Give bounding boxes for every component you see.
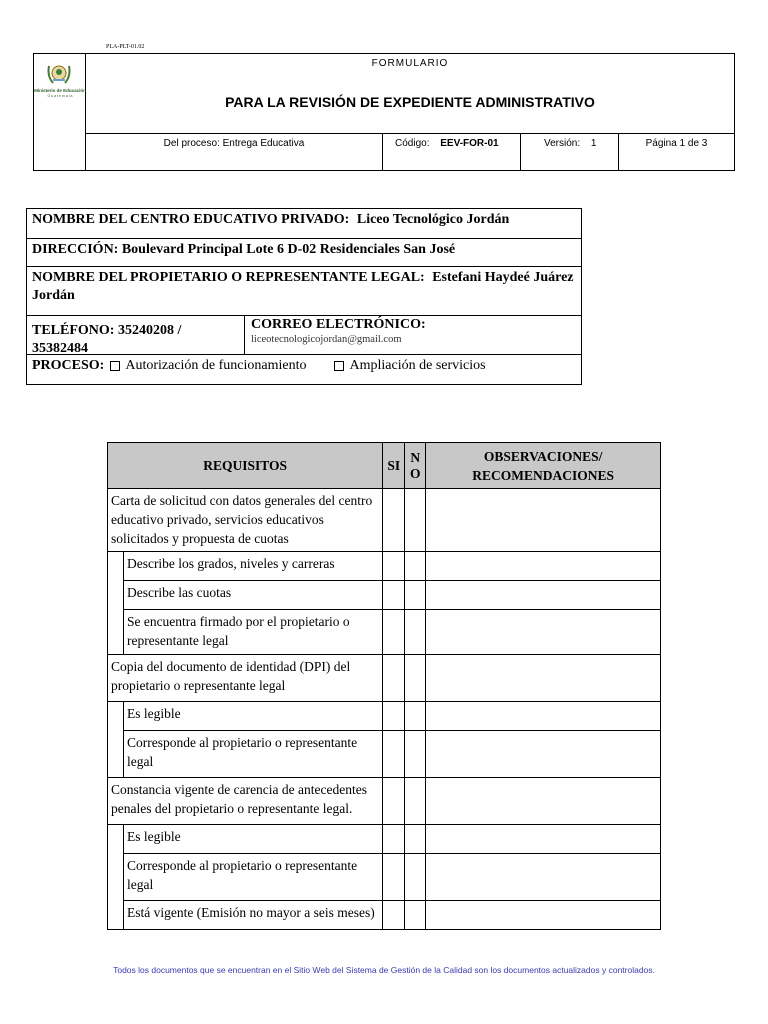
- table-row: [108, 655, 661, 702]
- process-row: [27, 355, 581, 384]
- address-row: [27, 239, 581, 267]
- form-label: FORMULARIO: [371, 58, 449, 69]
- document-code: PLA-PLT-01.02: [106, 44, 145, 50]
- no-cell[interactable]: [405, 610, 426, 655]
- table-row: [108, 610, 661, 655]
- requirement-text: Describe las cuotas: [123, 581, 382, 610]
- requirement-text: Es legible: [123, 825, 382, 854]
- requirement-text: Corresponde al propietario o representante legal: [123, 854, 382, 901]
- col-si: SI: [383, 443, 405, 489]
- address-value: Boulevard Principal Lote 6 D-02 Residenciales San José: [121, 242, 456, 257]
- header-title-area: [86, 54, 734, 134]
- si-cell[interactable]: [383, 655, 405, 702]
- footer-note: Todos los documentos que se encuentran en el Sitio Web del Sistema de Gestión de la Calidad son los documentos actualizados y controlados.: [113, 965, 655, 975]
- page-cell: [619, 134, 734, 170]
- option2-label: Ampliación de servicios: [349, 358, 486, 373]
- table-row: [108, 552, 661, 581]
- email-label: CORREO ELECTRÓNICO:: [251, 317, 426, 332]
- no-cell[interactable]: [405, 581, 426, 610]
- indent-cell: [108, 581, 124, 610]
- requirement-text: Está vigente (Emisión no mayor a seis meses): [123, 901, 382, 930]
- contact-row: [27, 316, 581, 355]
- observations-cell[interactable]: [426, 731, 661, 778]
- email-value: liceotecnologicojordan@gmail.com: [251, 334, 402, 345]
- requirement-text: Es legible: [123, 702, 382, 731]
- no-cell[interactable]: [405, 731, 426, 778]
- school-name-row: [27, 209, 581, 239]
- process-text: Del proceso: Entrega Educativa: [163, 138, 305, 149]
- header-meta-row: [86, 134, 734, 170]
- process-cell: [86, 134, 383, 170]
- observations-cell[interactable]: [426, 825, 661, 854]
- requirement-text: Corresponde al propietario o representante legal: [123, 731, 382, 778]
- observations-cell[interactable]: [426, 552, 661, 581]
- form-title: PARA LA REVISIÓN DE EXPEDIENTE ADMINISTRATIVO: [225, 94, 595, 110]
- observations-cell[interactable]: [426, 702, 661, 731]
- version-label: Versión:: [544, 138, 581, 149]
- page-number: Página 1 de 3: [645, 138, 708, 149]
- table-header-row: [108, 443, 661, 489]
- indent-cell: [108, 825, 124, 854]
- observations-cell[interactable]: [426, 610, 661, 655]
- requirement-text: Describe los grados, niveles y carreras: [123, 552, 382, 581]
- code-label: Código:: [395, 138, 430, 149]
- table-row: [108, 854, 661, 901]
- indent-cell: [108, 702, 124, 731]
- option1-label: Autorización de funcionamiento: [125, 358, 307, 373]
- form-header: [33, 53, 735, 171]
- table-row: [108, 825, 661, 854]
- si-cell[interactable]: [383, 552, 405, 581]
- observations-cell[interactable]: [426, 778, 661, 825]
- no-cell[interactable]: [405, 778, 426, 825]
- no-cell[interactable]: [405, 702, 426, 731]
- table-row: [108, 901, 661, 930]
- version-cell: [521, 134, 619, 170]
- school-info-table: [26, 208, 582, 385]
- table-row: [108, 702, 661, 731]
- requirement-text: Se encuentra firmado por el propietario o representante legal: [123, 610, 382, 655]
- logo-text: Ministerio de Educación: [34, 88, 86, 93]
- si-cell[interactable]: [383, 731, 405, 778]
- option1-checkbox[interactable]: [110, 361, 120, 371]
- indent-cell: [108, 610, 124, 655]
- process-label: PROCESO:: [32, 358, 105, 373]
- school-label: NOMBRE DEL CENTRO EDUCATIVO PRIVADO:: [32, 212, 350, 227]
- indent-cell: [108, 731, 124, 778]
- code-cell: [383, 134, 521, 170]
- si-cell[interactable]: [383, 581, 405, 610]
- coat-of-arms-icon: [44, 58, 74, 88]
- school-value: Liceo Tecnológico Jordán: [356, 212, 510, 227]
- no-cell[interactable]: [405, 655, 426, 702]
- phone-cell: [27, 316, 245, 354]
- email-cell: [245, 316, 581, 354]
- si-cell[interactable]: [383, 778, 405, 825]
- si-cell[interactable]: [383, 702, 405, 731]
- observations-cell[interactable]: [426, 489, 661, 552]
- si-cell[interactable]: [383, 901, 405, 930]
- si-cell[interactable]: [383, 489, 405, 552]
- option2-checkbox[interactable]: [334, 361, 344, 371]
- table-row: [108, 731, 661, 778]
- col-no: N O: [405, 443, 426, 489]
- indent-cell: [108, 854, 124, 901]
- no-cell[interactable]: [405, 825, 426, 854]
- observations-cell[interactable]: [426, 854, 661, 901]
- owner-label: NOMBRE DEL PROPIETARIO O REPRESENTANTE LEGAL:: [32, 270, 425, 285]
- logo-cell: [34, 54, 86, 170]
- requirement-text: Copia del documento de identidad (DPI) del propietario o representante legal: [108, 655, 383, 702]
- phone-label: TELÉFONO:: [32, 323, 115, 338]
- logo-subtext: G u a t e m a l a: [47, 94, 73, 98]
- no-cell[interactable]: [405, 901, 426, 930]
- si-cell[interactable]: [383, 610, 405, 655]
- requirement-text: Carta de solicitud con datos generales del centro educativo privado, servicios educativos solicitados y propuesta de cuotas: [108, 489, 383, 552]
- address-label: DIRECCIÓN:: [32, 242, 119, 257]
- phone-value: 35240208 / 35382484: [32, 323, 182, 356]
- owner-value: Estefani Haydeé Juárez Jordán: [32, 270, 574, 303]
- observations-cell[interactable]: [426, 901, 661, 930]
- requirements-table: [107, 442, 661, 930]
- version-value: 1: [590, 138, 597, 149]
- indent-cell: [108, 552, 124, 581]
- si-cell[interactable]: [383, 825, 405, 854]
- no-cell[interactable]: [405, 552, 426, 581]
- table-row: [108, 581, 661, 610]
- requirement-text: Constancia vigente de carencia de antecedentes penales del propietario o representante legal.: [108, 778, 383, 825]
- no-cell[interactable]: [405, 489, 426, 552]
- table-row: [108, 489, 661, 552]
- table-row: [108, 778, 661, 825]
- code-value: EEV-FOR-01: [440, 138, 499, 149]
- si-cell[interactable]: [383, 854, 405, 901]
- col-observaciones: OBSERVACIONES/ RECOMENDACIONES: [426, 443, 661, 489]
- indent-cell: [108, 901, 124, 930]
- owner-row: [27, 267, 581, 316]
- observations-cell[interactable]: [426, 655, 661, 702]
- col-requisitos: REQUISITOS: [108, 443, 383, 489]
- no-cell[interactable]: [405, 854, 426, 901]
- observations-cell[interactable]: [426, 581, 661, 610]
